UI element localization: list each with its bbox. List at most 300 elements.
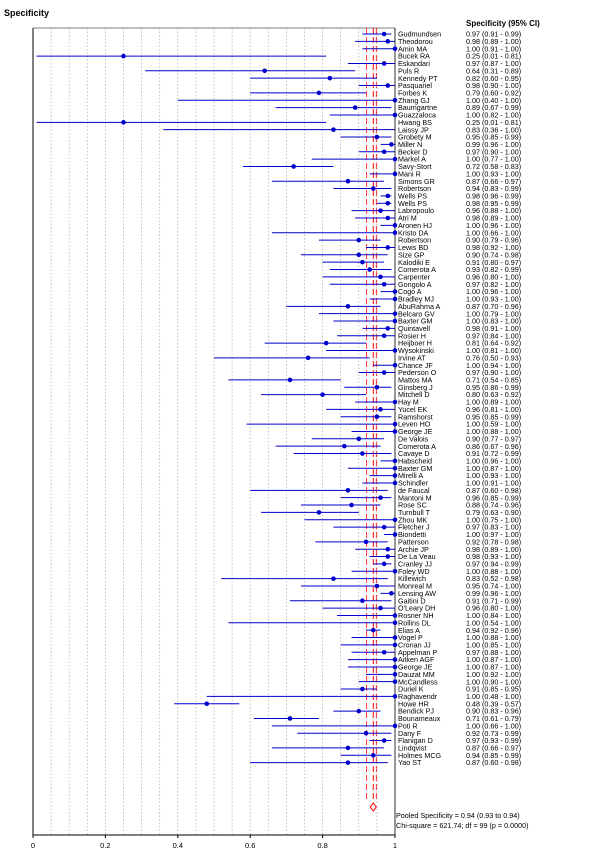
study-estimate: 0.98 (0.93 - 1.00) (466, 552, 522, 562)
study-name: Foley WD (398, 566, 430, 576)
point-estimate (346, 179, 351, 184)
study-estimate: 0.98 (0.89 - 1.00) (466, 544, 522, 554)
study-estimate: 0.91 (0.80 - 0.97) (466, 257, 522, 267)
point-estimate (393, 459, 398, 464)
study-estimate: 1.00 (0.87 - 1.00) (466, 662, 522, 672)
study-name: Cranley JJ (398, 559, 432, 569)
point-estimate (375, 385, 380, 390)
study-estimate: 0.71 (0.61 - 0.79) (466, 714, 522, 724)
point-estimate (393, 694, 398, 699)
point-estimate (121, 120, 126, 125)
point-estimate (385, 554, 390, 559)
point-estimate (357, 253, 362, 258)
study-estimate: 1.00 (0.54 - 1.00) (466, 618, 522, 628)
study-estimate: 1.00 (0.96 - 1.00) (466, 220, 522, 230)
study-estimate: 0.71 (0.54 - 0.85) (466, 375, 522, 385)
point-estimate (353, 105, 358, 110)
chart-title: Specificity (4, 8, 50, 18)
study-name: Hay M (398, 397, 419, 407)
point-estimate (346, 760, 351, 765)
study-name: Amin MA (398, 44, 428, 54)
study-estimate: 0.80 (0.63 - 0.92) (466, 390, 522, 400)
study-estimate: 0.25 (0.01 - 0.81) (466, 51, 522, 61)
study-name: Quintavell (398, 324, 430, 333)
study-estimate: 0.98 (0.95 - 0.99) (466, 198, 522, 208)
study-name: Robertson (398, 235, 432, 245)
study-name: Zhang GJ (398, 95, 430, 105)
study-estimate: 0.82 (0.60 - 0.95) (466, 73, 522, 83)
study-name: Atri M (398, 213, 417, 223)
point-estimate (382, 370, 387, 375)
study-rows (37, 30, 522, 768)
study-estimate: 0.95 (0.85 - 0.99) (466, 132, 522, 142)
study-estimate: 0.87 (0.66 - 0.97) (466, 176, 522, 186)
point-estimate (393, 297, 398, 302)
study-name: Turnbull T (398, 508, 430, 517)
study-name: Laissy JP (398, 125, 429, 135)
point-estimate (382, 333, 387, 338)
study-name: de Faucal (398, 485, 430, 495)
study-estimate: 0.96 (0.81 - 1.00) (466, 404, 522, 414)
study-name: George JE (398, 662, 433, 672)
study-name: Habscheid (398, 456, 432, 466)
study-row (37, 118, 522, 127)
study-name: Appelman P (398, 647, 438, 657)
point-estimate (385, 201, 390, 206)
study-estimate: 0.83 (0.52 - 0.98) (466, 574, 522, 584)
study-estimate: 0.98 (0.91 - 1.00) (466, 324, 522, 333)
study-estimate: 0.97 (0.88 - 1.00) (466, 647, 522, 657)
study-name: Yucel EK (398, 404, 428, 414)
point-estimate (393, 172, 398, 177)
study-name: Theodorou (398, 36, 433, 46)
study-name: Lensing AW (398, 588, 437, 598)
study-name: Kalodiki E (398, 257, 430, 267)
study-name: Forbes K (398, 88, 428, 98)
study-name: O'Leary DH (398, 603, 436, 613)
study-name: Bradley MJ (398, 294, 434, 304)
study-name: Dany F (398, 728, 422, 738)
point-estimate (375, 414, 380, 419)
study-name: Dauzat MM (398, 669, 435, 679)
study-name: McCandless (398, 677, 438, 687)
study-name: George JE (398, 427, 433, 437)
point-estimate (393, 289, 398, 294)
study-estimate: 0.64 (0.31 - 0.89) (466, 66, 522, 76)
point-estimate (382, 32, 387, 37)
study-estimate: 0.76 (0.50 - 0.93) (466, 353, 522, 363)
point-estimate (393, 481, 398, 486)
study-name: Rosier H (398, 331, 426, 341)
point-estimate (342, 444, 347, 449)
study-name: Mantoni M (398, 493, 432, 503)
study-name: Carpenter (398, 272, 430, 282)
study-estimate: 0.97 (0.90 - 1.00) (466, 368, 522, 378)
point-estimate (393, 98, 398, 103)
study-estimate: 0.97 (0.93 - 0.99) (466, 736, 522, 746)
footer-chisq: Chi-square = 621.74; df = 99 (p = 0.0000) (396, 821, 529, 830)
point-estimate (393, 613, 398, 618)
study-estimate: 1.00 (0.87 - 1.00) (466, 655, 522, 665)
tick-label: 0.4 (172, 841, 184, 850)
study-name: Comerota A (398, 441, 436, 451)
study-name: Mirelli A (398, 471, 424, 481)
study-estimate: 0.98 (0.89 - 1.00) (466, 36, 522, 46)
study-name: Archie JP (398, 544, 429, 554)
point-estimate (393, 466, 398, 471)
point-estimate (375, 584, 380, 589)
study-name: Miller N (398, 140, 423, 149)
study-name: Rose SC (398, 500, 427, 510)
study-estimate: 0.91 (0.71 - 0.99) (466, 596, 522, 606)
study-estimate: 1.00 (0.91 - 1.00) (466, 478, 522, 488)
point-estimate (382, 562, 387, 567)
study-name: Killewich (398, 574, 426, 584)
point-estimate (360, 451, 365, 456)
study-name: Bucek RA (398, 51, 430, 61)
study-name: Heijboer H (398, 338, 432, 348)
study-estimate: 0.97 (0.83 - 1.00) (466, 522, 522, 532)
study-estimate: 0.97 (0.87 - 1.00) (466, 59, 522, 69)
study-row (37, 52, 522, 61)
study-estimate: 1.00 (0.79 - 1.00) (466, 309, 522, 319)
point-estimate (393, 429, 398, 434)
point-estimate (360, 687, 365, 692)
study-name: Comerota A (398, 265, 436, 275)
study-estimate: 0.89 (0.67 - 0.99) (466, 103, 522, 113)
point-estimate (393, 679, 398, 684)
point-estimate (306, 356, 311, 361)
point-estimate (324, 341, 329, 346)
point-estimate (346, 746, 351, 751)
study-estimate: 0.88 (0.74 - 0.96) (466, 500, 522, 510)
point-estimate (367, 267, 372, 272)
study-estimate: 1.00 (0.96 - 1.00) (466, 287, 522, 297)
point-estimate (262, 69, 267, 74)
point-estimate (291, 164, 296, 169)
point-estimate (393, 113, 398, 118)
study-name: Baxter GM (398, 316, 433, 326)
study-name: Pasquariel (398, 81, 432, 91)
study-name: De La Veau (398, 552, 436, 562)
point-estimate (393, 319, 398, 324)
point-estimate (393, 569, 398, 574)
study-estimate: 0.90 (0.83 - 0.96) (466, 706, 522, 716)
study-estimate: 0.97 (0.90 - 1.00) (466, 147, 522, 157)
point-estimate (382, 650, 387, 655)
study-name: Grobety M (398, 132, 432, 142)
point-estimate (393, 665, 398, 670)
point-estimate (385, 83, 390, 88)
study-name: Raghavendr (398, 692, 438, 701)
study-estimate: 1.00 (0.82 - 1.00) (466, 110, 522, 120)
study-estimate: 0.97 (0.82 - 1.00) (466, 279, 522, 289)
study-estimate: 1.00 (0.48 - 1.00) (466, 692, 522, 701)
study-estimate: 1.00 (0.59 - 1.00) (466, 419, 522, 429)
point-estimate (371, 628, 376, 633)
study-estimate: 1.00 (0.88 - 1.00) (466, 633, 522, 643)
study-name: Simons GR (398, 176, 435, 186)
study-name: Leven HO (398, 419, 431, 429)
point-estimate (371, 186, 376, 191)
study-estimate: 1.00 (0.87 - 1.00) (466, 463, 522, 473)
study-name: Zhou MK (398, 515, 428, 525)
study-name: Yao ST (398, 758, 422, 768)
point-estimate (320, 392, 325, 397)
point-estimate (393, 635, 398, 640)
point-estimate (375, 135, 380, 140)
study-estimate: 0.91 (0.72 - 0.99) (466, 449, 522, 459)
study-name: Baumgartne (398, 103, 438, 113)
study-name: Gudmundsen (398, 29, 442, 39)
study-estimate: 1.00 (0.97 - 1.00) (466, 530, 522, 540)
point-estimate (382, 61, 387, 66)
study-estimate: 0.86 (0.67 - 0.96) (466, 441, 522, 451)
study-estimate: 1.00 (0.88 - 1.00) (466, 566, 522, 576)
study-estimate: 1.00 (0.93 - 1.00) (466, 169, 522, 179)
tick-label: 0.8 (317, 841, 328, 850)
study-estimate: 1.00 (0.75 - 1.00) (466, 515, 522, 525)
study-name: Holmes MCG (398, 750, 442, 760)
point-estimate (393, 517, 398, 522)
point-estimate (393, 532, 398, 537)
study-estimate: 0.93 (0.82 - 0.99) (466, 265, 522, 275)
study-name: Belcaro GV (398, 309, 435, 319)
study-estimate: 0.48 (0.39 - 0.57) (466, 699, 522, 709)
point-estimate (378, 407, 383, 412)
study-estimate: 0.87 (0.70 - 0.96) (466, 301, 522, 311)
study-estimate: 0.91 (0.85 - 0.95) (466, 684, 522, 694)
point-estimate (393, 400, 398, 405)
tick-label: 0.2 (100, 841, 111, 850)
point-estimate (393, 311, 398, 316)
study-name: Mitchell D (398, 390, 430, 400)
study-estimate: 0.98 (0.89 - 1.00) (466, 213, 522, 223)
study-name: Kristo DA (398, 228, 429, 238)
point-estimate (389, 142, 394, 147)
study-name: Kennedy PT (398, 73, 438, 83)
study-estimate: 0.90 (0.74 - 0.98) (466, 250, 522, 260)
point-estimate (346, 304, 351, 309)
point-estimate (378, 606, 383, 611)
study-estimate: 0.94 (0.85 - 0.99) (466, 750, 522, 760)
study-name: Labropoulo (398, 206, 434, 216)
study-estimate: 0.90 (0.77 - 0.97) (466, 434, 522, 444)
point-estimate (328, 76, 333, 81)
study-name: Duriel K (398, 684, 424, 694)
study-name: Wysokinski (398, 346, 434, 356)
study-name: Patterson (398, 537, 429, 547)
study-estimate: 0.99 (0.96 - 1.00) (466, 140, 522, 149)
study-estimate: 1.00 (0.90 - 1.00) (466, 677, 522, 687)
study-estimate: 0.96 (0.88 - 1.00) (466, 206, 522, 216)
study-name: Lewis BD (398, 243, 429, 253)
point-estimate (382, 525, 387, 530)
point-estimate (382, 738, 387, 743)
point-estimate (385, 245, 390, 250)
study-name: Wells PS (398, 191, 428, 201)
study-estimate: 0.72 (0.58 - 0.83) (466, 162, 522, 172)
point-estimate (393, 643, 398, 648)
column-header: Specificity (95% CI) (466, 19, 540, 28)
study-estimate: 0.94 (0.83 - 0.99) (466, 184, 522, 194)
point-estimate (121, 54, 126, 59)
study-name: Bendick PJ (398, 706, 434, 716)
study-estimate: 1.00 (0.84 - 1.00) (466, 611, 522, 621)
point-estimate (385, 326, 390, 331)
study-name: Savy-Stort (398, 162, 432, 172)
point-estimate (371, 753, 376, 758)
point-estimate (393, 672, 398, 677)
point-estimate (393, 657, 398, 662)
study-estimate: 0.87 (0.60 - 0.98) (466, 485, 522, 495)
study-name: Rollins DL (398, 618, 431, 628)
study-estimate: 1.00 (0.96 - 1.00) (466, 456, 522, 466)
study-name: Mani R (398, 169, 421, 179)
point-estimate (385, 194, 390, 199)
study-name: Wells PS (398, 198, 428, 208)
study-name: Baxter GM (398, 463, 433, 473)
point-estimate (331, 576, 336, 581)
study-estimate: 0.96 (0.80 - 1.00) (466, 603, 522, 613)
study-name: Eskandari (398, 59, 430, 69)
study-estimate: 0.79 (0.63 - 0.90) (466, 508, 522, 517)
study-estimate: 0.95 (0.86 - 0.99) (466, 382, 522, 392)
point-estimate (378, 275, 383, 280)
point-estimate (382, 149, 387, 154)
point-estimate (393, 422, 398, 427)
point-estimate (288, 716, 293, 721)
study-name: Monreal M (398, 581, 432, 591)
study-name: Mattos MA (398, 375, 433, 385)
study-estimate: 0.79 (0.60 - 0.92) (466, 88, 522, 98)
study-estimate: 1.00 (0.88 - 1.00) (466, 427, 522, 437)
study-name: Flanigan D (398, 736, 433, 746)
tick-label: 1 (392, 841, 398, 850)
study-estimate: 0.99 (0.96 - 1.00) (466, 588, 522, 598)
study-estimate: 1.00 (0.94 - 1.00) (466, 360, 522, 370)
study-name: Hwang BS (398, 117, 432, 127)
study-estimate: 1.00 (0.93 - 1.00) (466, 294, 522, 304)
study-estimate: 0.98 (0.92 - 1.00) (466, 243, 522, 253)
study-estimate: 0.97 (0.84 - 1.00) (466, 331, 522, 341)
point-estimate (382, 282, 387, 287)
point-estimate (364, 731, 369, 736)
point-estimate (364, 540, 369, 545)
point-estimate (357, 709, 362, 714)
study-name: Becker D (398, 147, 428, 157)
gridlines (51, 28, 395, 835)
study-estimate: 1.00 (0.81 - 1.00) (466, 346, 522, 356)
point-estimate (378, 208, 383, 213)
study-name: Chance JF (398, 360, 433, 370)
point-estimate (378, 495, 383, 500)
study-name: Lindqvist (398, 743, 427, 753)
study-name: Biondetti (398, 530, 426, 540)
study-name: Aitken AGF (398, 655, 435, 665)
study-name: Cogo A (398, 287, 422, 297)
point-estimate (317, 91, 322, 96)
point-estimate (393, 724, 398, 729)
study-estimate: 0.96 (0.80 - 1.00) (466, 272, 522, 282)
study-name: De Valois (398, 434, 429, 444)
point-estimate (317, 510, 322, 515)
study-estimate: 0.95 (0.85 - 0.99) (466, 412, 522, 422)
study-name: Gaitini D (398, 596, 426, 606)
point-estimate (360, 598, 365, 603)
point-estimate (393, 621, 398, 626)
study-estimate: 0.94 (0.92 - 0.96) (466, 625, 522, 635)
point-estimate (346, 488, 351, 493)
study-name: Elias A (398, 625, 420, 635)
point-estimate (360, 260, 365, 265)
study-estimate: 1.00 (0.91 - 1.00) (466, 44, 522, 54)
pooled-diamond (370, 803, 376, 811)
point-estimate (331, 127, 336, 132)
study-estimate: 1.00 (0.40 - 1.00) (466, 95, 522, 105)
point-estimate (385, 216, 390, 221)
study-estimate: 1.00 (0.92 - 1.00) (466, 669, 522, 679)
study-estimate: 1.00 (0.66 - 1.00) (466, 228, 522, 238)
point-estimate (389, 591, 394, 596)
study-name: Puls R (398, 66, 420, 76)
point-estimate (288, 378, 293, 383)
study-name: Size GP (398, 250, 425, 260)
study-name: Schindler (398, 478, 428, 488)
point-estimate (385, 39, 390, 44)
study-estimate: 0.92 (0.73 - 0.99) (466, 728, 522, 738)
pooled-estimate (367, 28, 377, 811)
point-estimate (393, 348, 398, 353)
study-name: Cronan JJ (398, 640, 431, 650)
study-estimate: 1.00 (0.89 - 1.00) (466, 397, 522, 407)
study-row (145, 66, 521, 75)
study-estimate: 0.81 (0.64 - 0.92) (466, 338, 522, 348)
study-estimate: 0.97 (0.91 - 0.99) (466, 29, 522, 39)
study-estimate: 1.00 (0.66 - 1.00) (466, 721, 522, 731)
study-estimate: 0.98 (0.96 - 0.99) (466, 191, 522, 201)
study-name: Gongolo A (398, 279, 432, 289)
study-estimate: 0.95 (0.74 - 1.00) (466, 581, 522, 591)
study-estimate: 0.98 (0.90 - 1.00) (466, 81, 522, 91)
point-estimate (393, 223, 398, 228)
study-estimate: 0.87 (0.60 - 0.98) (466, 758, 522, 768)
tick-label: 0 (30, 841, 36, 850)
point-estimate (349, 503, 354, 508)
study-estimate: 0.25 (0.01 - 0.81) (466, 117, 522, 127)
study-name: Ramshorst (398, 412, 433, 422)
study-name: Irvine AT (398, 353, 426, 363)
footer-pooled: Pooled Specificity = 0.94 (0.93 to 0.94) (396, 811, 520, 820)
study-name: Bounameaux (398, 714, 441, 724)
study-name: Ginsberg J (398, 382, 433, 392)
study-estimate: 1.00 (0.93 - 1.00) (466, 471, 522, 481)
point-estimate (385, 547, 390, 552)
study-estimate: 1.00 (0.85 - 1.00) (466, 640, 522, 650)
x-axis-ticks (31, 835, 397, 850)
study-name: AbuRahma A (398, 301, 441, 311)
study-estimate: 0.92 (0.78 - 0.98) (466, 537, 522, 547)
study-name: Robertson (398, 184, 432, 194)
study-estimate: 0.83 (0.36 - 1.00) (466, 125, 522, 135)
study-name: Cavaye D (398, 449, 430, 459)
study-name: Pederson O (398, 368, 437, 378)
study-name: Aronen HJ (398, 220, 432, 230)
point-estimate (393, 230, 398, 235)
study-estimate: 0.87 (0.66 - 0.97) (466, 743, 522, 753)
study-name: Guazzaloca (398, 110, 436, 120)
study-estimate: 0.96 (0.85 - 0.99) (466, 493, 522, 503)
